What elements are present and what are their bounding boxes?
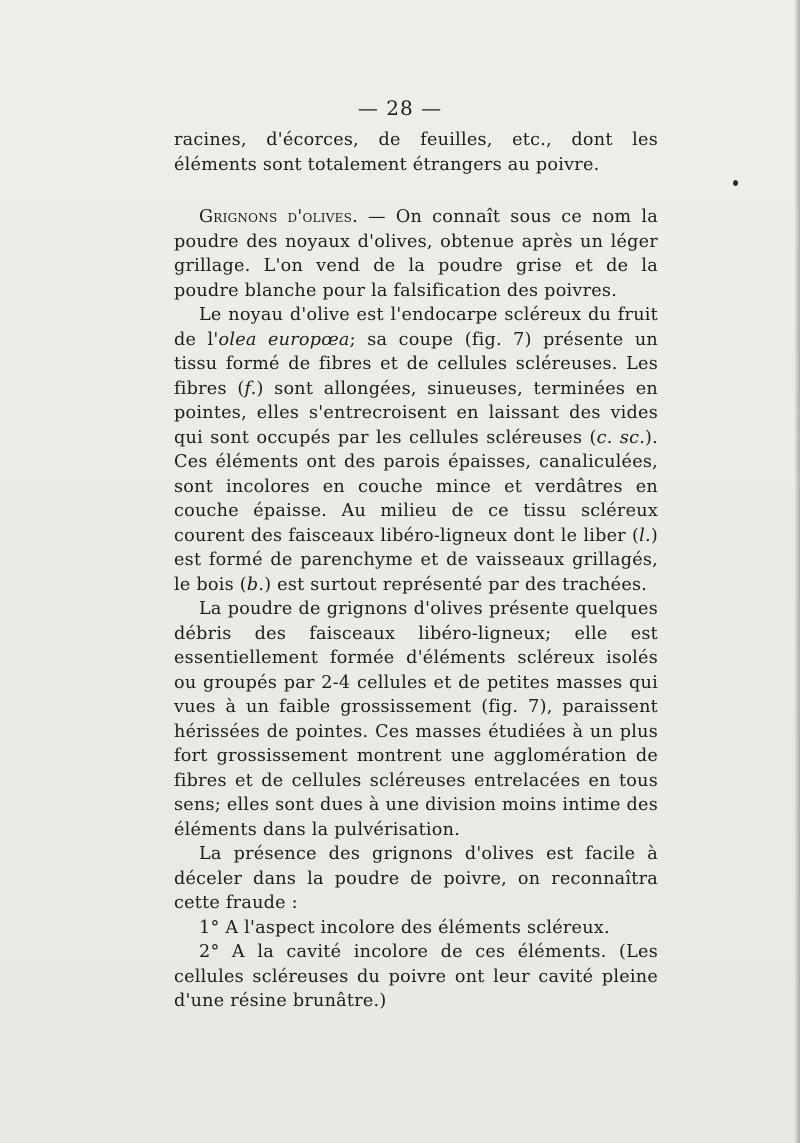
text-run: ; sa coupe (fig. 7) présente un tissu formé de fibres et de cellules scléreuses. Les fibres (: [174, 329, 659, 399]
italic-abbrev: f.: [244, 378, 257, 399]
page-number: — 28 —: [357, 96, 443, 120]
text-run: ). Ces éléments ont des parois épaisses, canaliculées, sont incolores en couche mince et verdâtres en couche épaisse. Au milieu de ce tissu scléreux courent des faisceaux libéro-ligneux dont le liber (: [174, 427, 659, 546]
paragraph-gap: [174, 177, 658, 205]
paragraph-text: — On connaît sous ce nom la poudre des noyaux d'olives, obtenue après un léger grillage. L'on vend de la poudre grise et de la poudre blanche pour la falsification des poivres.: [174, 207, 659, 301]
italic-abbrev: b.: [246, 574, 265, 595]
text-run: ) sont allongées, sinueuses, terminées en pointes, elles s'entrecroisent en laissant des vides qui sont occupés par les cellules scléreuses (: [174, 378, 658, 448]
ink-speck: [733, 180, 738, 186]
paragraph-presence: La présence des grignons d'olives est facile à déceler dans la poudre de poivre, on reconnaîtra cette fraude :: [174, 844, 658, 913]
paragraph-poudre: La poudre de grignons d'olives présente quelques débris des faisceaux libéro-ligneux; elle est essentiellement formée d'éléments scléreux isolés ou groupés par 2-4 cellules et de petites masses qui vues à un faible grossissement (fig. 7), paraissent hérissées de pointes. Ces masses étudiées à un plus fort grossissement montrent une agglomération de fibres et de cellules scléreuses entrelacées en tous sens; elles sont dues à une division moins intime des éléments dans la pulvérisation.: [174, 599, 658, 840]
italic-abbrev: l.: [639, 525, 651, 546]
italic-species: olea europœa: [218, 329, 350, 350]
italic-abbrev: c. sc.: [596, 427, 646, 448]
paragraph-continuation: racines, d'écorces, de feuilles, etc., dont les éléments sont totalement étrangers au poivre.: [174, 130, 658, 175]
page-edge-shadow: [794, 0, 800, 1143]
paragraph-grignons: [174, 205, 658, 303]
text-run: ) est surtout représenté par des trachées.: [264, 574, 648, 595]
body-text: [174, 128, 658, 1014]
list-item-2: 2° A la cavité incolore de ces éléments. (Les cellules scléreuses du poivre ont leur cavité pleine d'une résine brunâtre.): [174, 942, 658, 1011]
text-run: ) est formé de parenchyme et de vaisseaux grillagés, le bois (: [174, 525, 658, 595]
list-item-1: 1° A l'aspect incolore des éléments scléreux.: [199, 917, 610, 938]
paragraph-noyau: [174, 303, 658, 597]
section-heading: Grignons d'olives.: [199, 207, 358, 227]
text-run: Le noyau d'olive est l'endocarpe scléreux du fruit de l': [174, 305, 658, 350]
